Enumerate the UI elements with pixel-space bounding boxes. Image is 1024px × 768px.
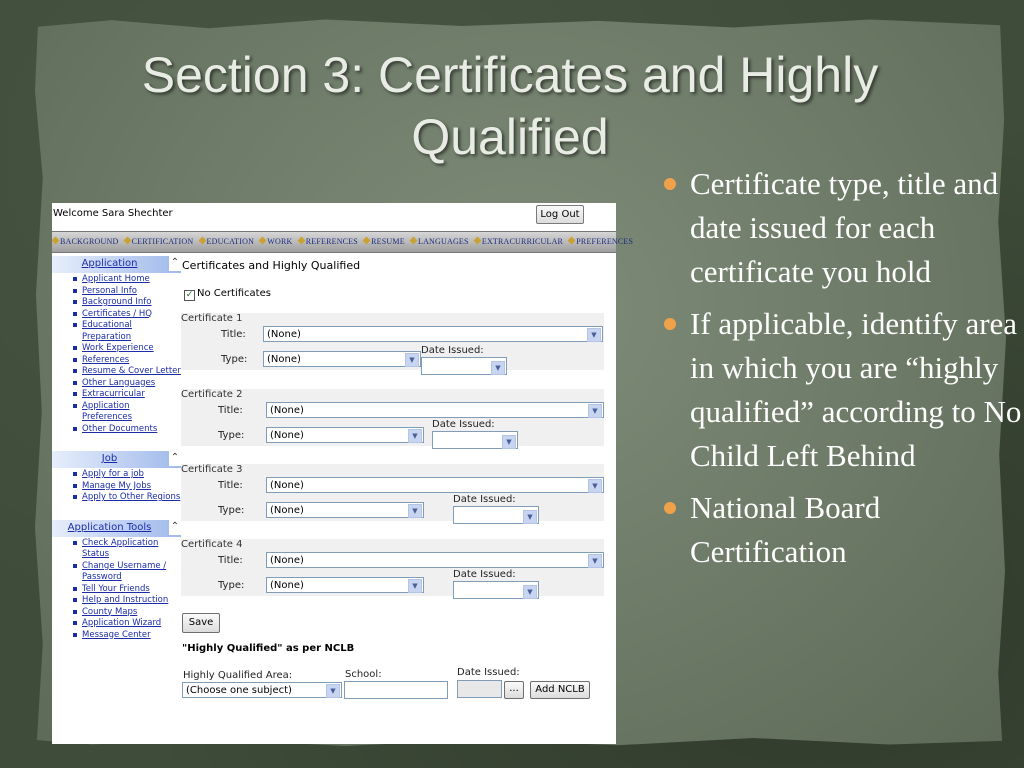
sidebar-item-personal-info[interactable]: Personal Info [82,286,181,298]
chevron-down-icon: ▼ [523,585,537,599]
collapse-icon[interactable]: ⌃ [169,451,181,466]
sidebar-item-educational-preparation[interactable]: Educational Preparation [82,320,181,343]
chevron-icon [52,237,60,245]
sidebar-item-check-status[interactable]: Check Application Status [82,538,181,561]
chevron-icon [123,237,131,245]
date-issued-label: Date Issued: [421,345,484,356]
certificate-type-select[interactable]: (None) ▼ [266,502,424,518]
sidebar-item-county-maps[interactable]: County Maps [82,607,181,619]
sidebar-item-manage-jobs[interactable]: Manage My Jobs [82,481,181,493]
chevron-down-icon: ▼ [491,361,505,375]
chevron-icon [198,237,206,245]
sidebar-item-resume-cover-letter[interactable]: Resume & Cover Letter [82,366,181,376]
certificate-heading: Certificate 2 [181,389,243,400]
nav-preferences[interactable]: PREFERENCES [568,232,633,252]
nav-background[interactable]: BACKGROUND [52,232,118,252]
nav-education[interactable]: EDUCATION [199,232,255,252]
sidebar-item-extracurricular[interactable]: Extracurricular [82,389,181,401]
collapse-icon[interactable]: ⌃ [169,520,181,535]
chevron-icon [473,237,481,245]
date-issued-label: Date Issued: [453,494,516,505]
chevron-icon [410,237,418,245]
certificate-type-select[interactable]: (None) ▼ [266,427,424,443]
nav-certification[interactable]: CERTIFICATION [124,232,194,252]
chevron-down-icon: ▼ [408,429,422,443]
sidebar-item-application-preferences[interactable]: Application Preferences [82,401,181,424]
chevron-icon [568,237,576,245]
type-label: Type: [218,505,245,516]
certificate-title-select[interactable]: (None) ▼ [266,552,604,568]
sidebar-item-tell-friends[interactable]: Tell Your Friends [82,584,181,596]
hq-area-label: Highly Qualified Area: [183,670,293,681]
sidebar-section-title[interactable]: Application [81,258,138,269]
type-label: Type: [221,354,248,365]
chevron-down-icon: ▼ [502,435,516,449]
date-issued-select[interactable] [432,431,518,449]
title-label: Title: [218,555,243,566]
welcome-text: Welcome Sara Shechter [53,208,173,219]
chevron-icon [297,237,305,245]
date-issued-label: Date Issued: [453,569,516,580]
top-bar [52,203,616,227]
sidebar-section-title[interactable]: Job [101,453,118,464]
date-issued-select[interactable] [453,581,539,599]
bullet-item: National Board Certification [662,486,1022,574]
bullet-item: Certificate type, title and date issued for each certificate you hold [662,162,1022,294]
sidebar-item-background-info[interactable]: Background Info [82,297,181,309]
certificate-type-select[interactable]: (None) ▼ [266,577,424,593]
sidebar-section-application-tools[interactable] [52,520,181,537]
no-certificates-label: No Certificates [197,288,271,299]
chevron-down-icon: ▼ [588,554,602,568]
chevron-down-icon: ▼ [523,510,537,524]
chevron-icon [259,237,267,245]
sidebar-item-apply-other-regions[interactable]: Apply to Other Regions [82,492,181,502]
section-nav-bar [52,231,634,253]
sidebar-section-application[interactable] [52,256,181,273]
nav-languages[interactable]: LANGUAGES [410,232,469,252]
date-issued-select[interactable] [453,506,539,524]
sidebar-item-work-experience[interactable]: Work Experience [82,343,181,355]
nav-extracurricular[interactable]: EXTRACURRICULAR [474,232,563,252]
sidebar-section-title[interactable]: Application Tools [67,521,152,533]
certificate-heading: Certificate 1 [181,313,243,324]
school-label: School: [345,669,382,680]
certificate-block [181,389,604,446]
chevron-down-icon: ▼ [588,479,602,493]
certificate-heading: Certificate 3 [181,464,243,475]
chevron-icon [363,237,371,245]
main-form [181,253,616,744]
title-label: Title: [221,329,246,340]
type-label: Type: [218,430,245,441]
chevron-down-icon: ▼ [405,353,419,367]
sidebar-item-certificates-hq[interactable]: Certificates / HQ [82,309,181,321]
sidebar-list-application-tools [52,538,181,642]
nav-work[interactable]: WORK [259,232,292,252]
sidebar-item-change-credentials[interactable]: Change Username / Password [82,561,181,584]
hq-area-select[interactable]: (Choose one subject) ▼ [182,682,342,698]
certificate-block [181,464,604,521]
hq-date-label: Date Issued: [457,667,520,678]
application-screenshot [52,203,634,744]
nav-resume[interactable]: RESUME [363,232,405,252]
page-title: Certificates and Highly Qualified [182,259,361,272]
certificate-title-select[interactable]: (None) ▼ [266,477,604,493]
sidebar-item-message-center[interactable]: Message Center [82,630,181,642]
date-issued-label: Date Issued: [432,419,495,430]
bullet-dot-icon [664,178,676,190]
hq-date-input[interactable] [457,680,502,698]
bullet-list [662,162,1022,582]
sidebar-list-job [52,469,181,504]
title-label: Title: [218,480,243,491]
chevron-down-icon: ▼ [408,579,422,593]
sidebar-section-job[interactable] [52,451,181,468]
chevron-down-icon: ▼ [587,328,601,342]
hq-heading: "Highly Qualified" as per NCLB [182,643,355,654]
certificate-title-select[interactable]: (None) ▼ [266,402,604,418]
sidebar-list-application [52,274,181,435]
collapse-icon[interactable]: ⌃ [169,256,181,271]
sidebar-item-applicant-home[interactable]: Applicant Home [82,274,181,286]
title-label: Title: [218,405,243,416]
date-issued-select[interactable] [421,357,507,375]
bullet-item: If applicable, identify area in which you are “highly qualified” according to No Child Left Behind [662,302,1022,478]
slide-title: Section 3: Certificates and Highly Qualified [141,47,879,165]
sidebar-item-help[interactable]: Help and Instruction [82,595,181,607]
chevron-down-icon: ▼ [588,404,602,418]
save-button[interactable]: Save [182,613,220,633]
certificate-block [181,539,604,596]
type-label: Type: [218,580,245,591]
certificate-type-select[interactable]: (None) ▼ [263,351,421,367]
school-input[interactable] [344,681,448,699]
sidebar-item-apply-for-job[interactable]: Apply for a job [82,469,181,481]
no-certificates-option[interactable] [184,288,271,301]
sidebar-item-other-documents[interactable]: Other Documents [82,424,181,436]
sidebar-item-other-languages[interactable]: Other Languages [82,378,181,390]
sidebar-item-application-wizard[interactable]: Application Wizard [82,618,181,630]
certificate-block [181,313,604,370]
date-picker-button[interactable]: ... [504,681,524,699]
bullet-dot-icon [664,318,676,330]
no-certificates-checkbox[interactable]: ✓ [185,290,194,300]
certificate-title-select[interactable]: (None) ▼ [263,326,603,342]
logout-button[interactable]: Log Out [536,205,584,224]
chevron-down-icon: ▼ [326,684,340,698]
bullet-dot-icon [664,502,676,514]
add-nclb-button[interactable]: Add NCLB [530,681,590,699]
sidebar [52,253,181,744]
chevron-down-icon: ▼ [408,504,422,518]
nav-references[interactable]: REFERENCES [298,232,358,252]
certificate-heading: Certificate 4 [181,539,243,550]
sidebar-item-references[interactable]: References [82,355,181,367]
